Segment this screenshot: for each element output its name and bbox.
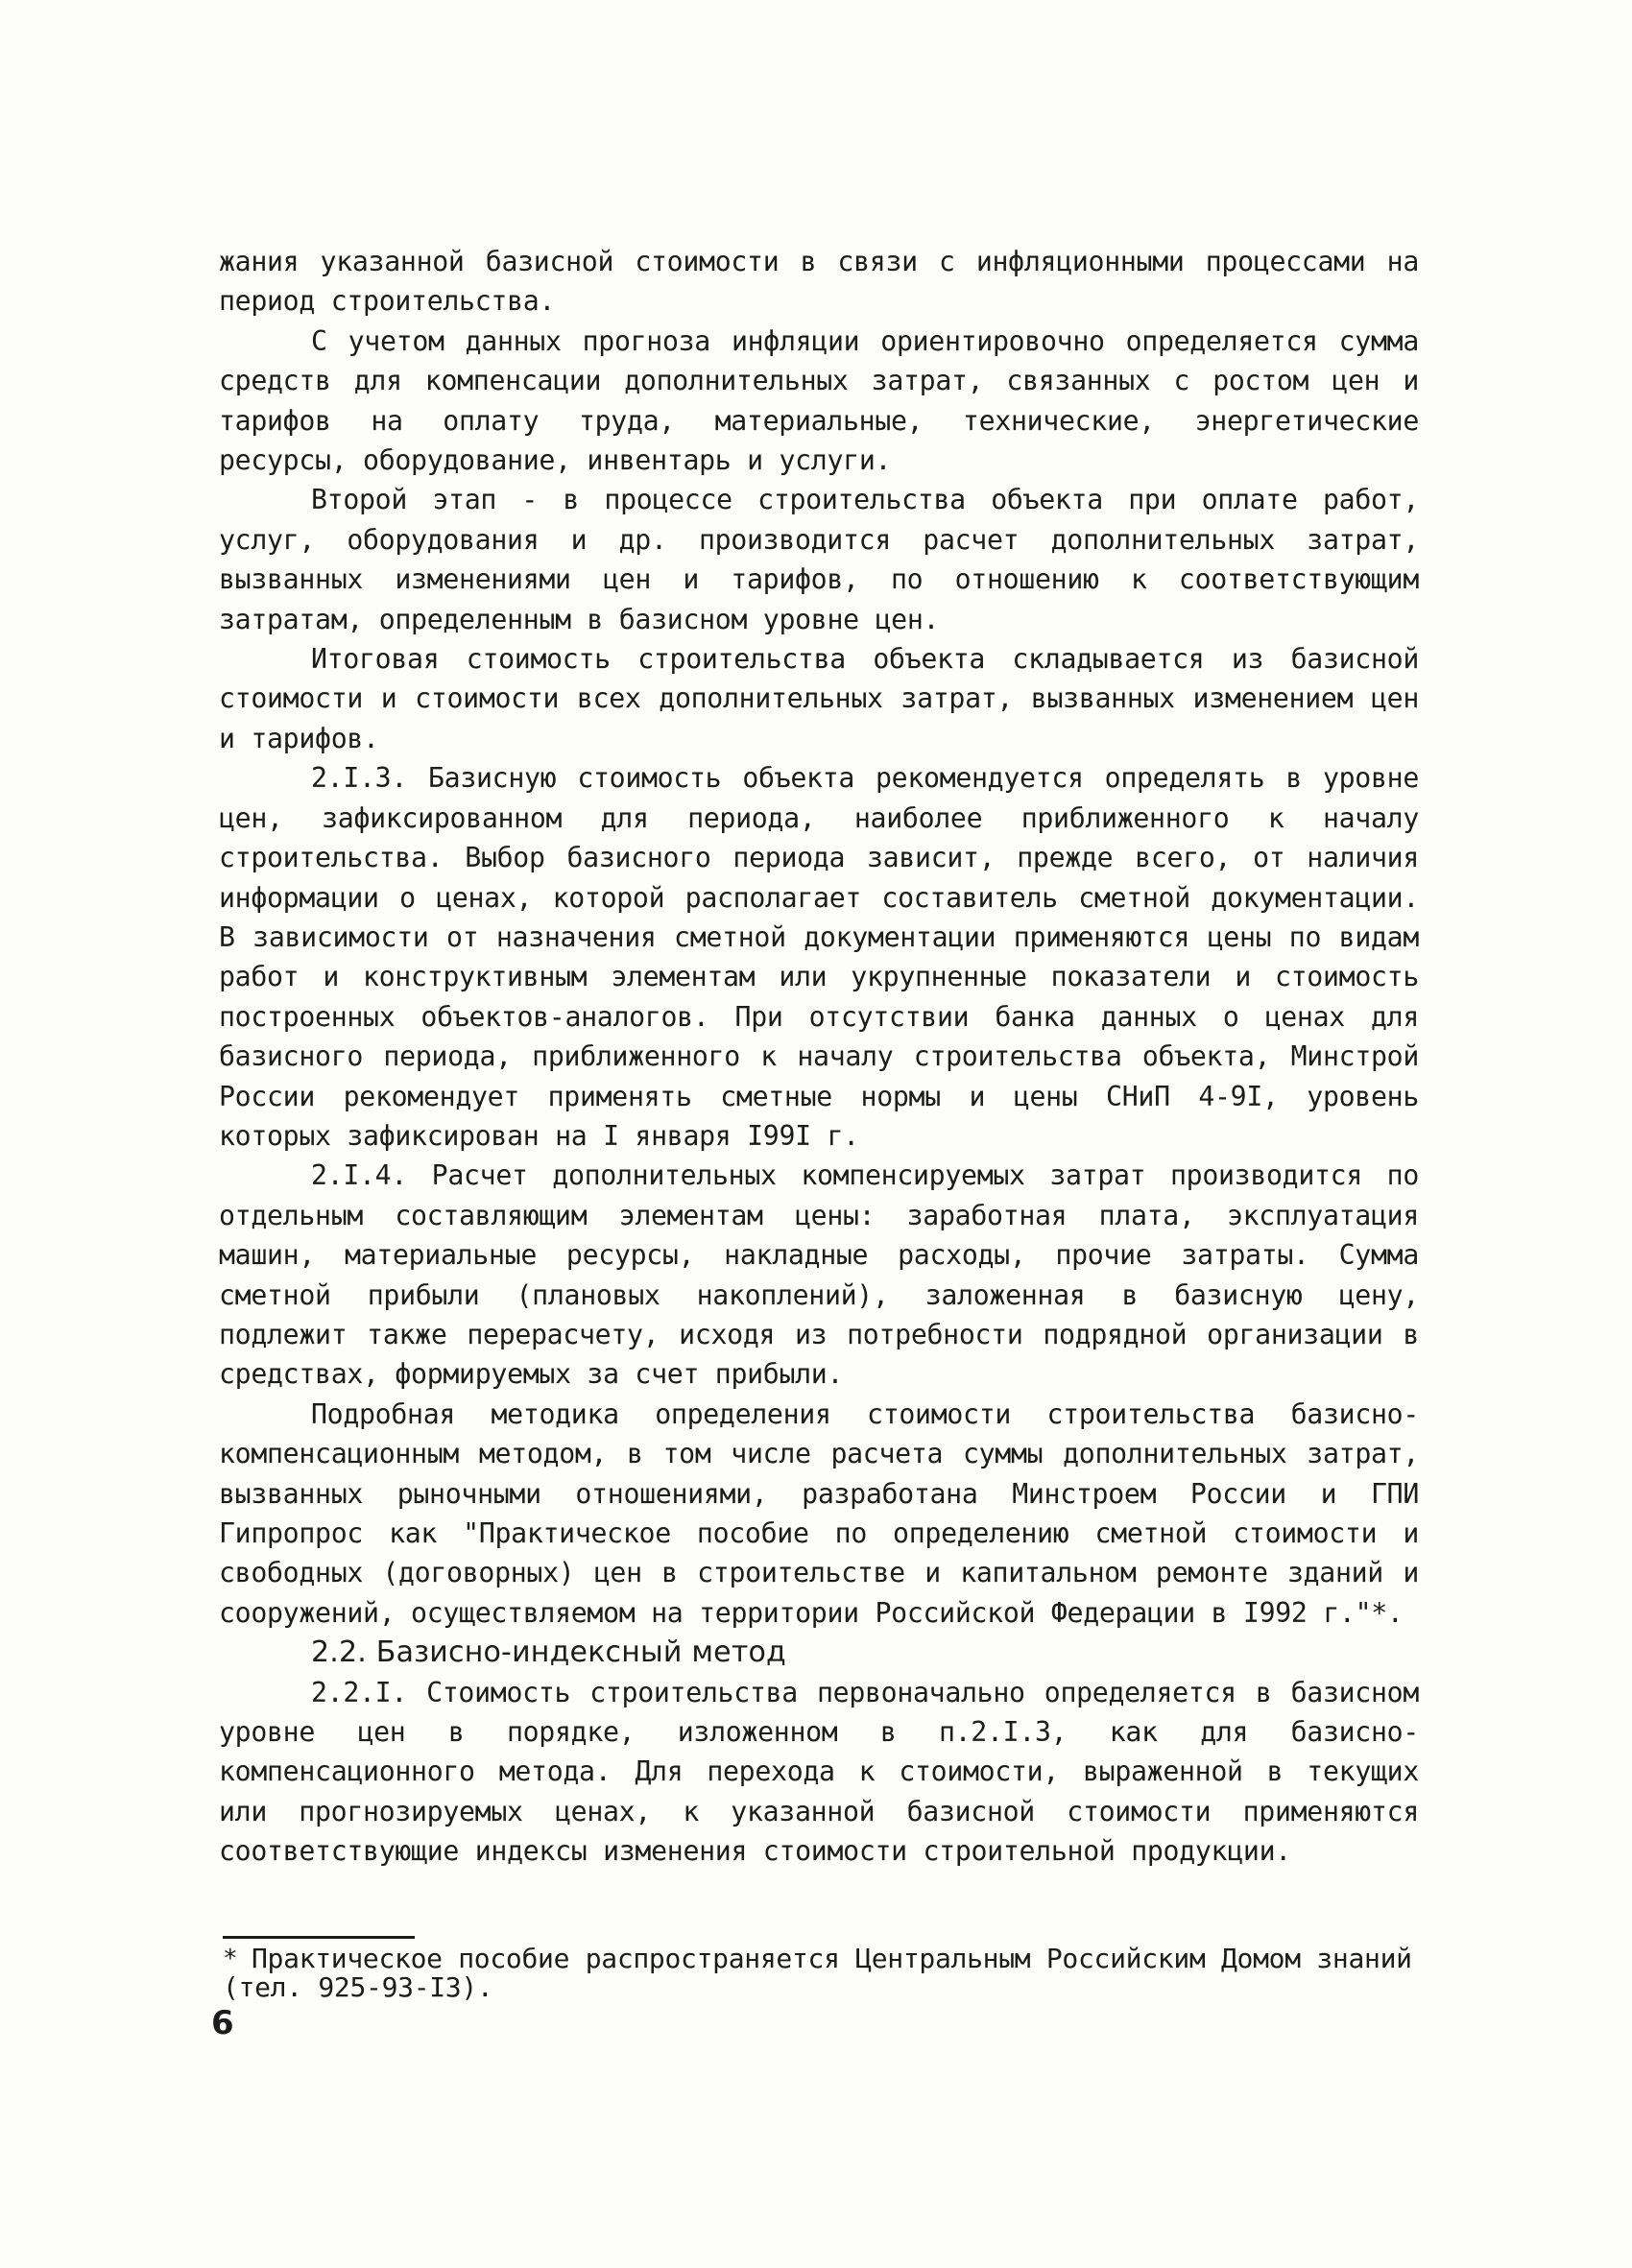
paragraph-2-1-4: 2.I.4. Расчет дополнительных компенсируемых затрат производится по отдельным составляющим элементам цены: заработная плата, эксплуатация машин, материальные ресурсы, накладные расходы, прочие затраты. Сумма сметной прибыли (плановых накоплений), заложенная в базисную цену, подлежит также перерасчету, исходя из потребности подрядной организации в средствах, формируемых за счет прибыли.: [219, 1159, 1419, 1391]
paragraph-2-1-3: 2.I.3. Базисную стоимость объекта рекомендуется определять в уровне цен, зафиксированном для периода, наиболее приближенного к началу строительства. Выбор базисного периода зависит, прежде всего, от наличия информации о ценах, которой располагает составитель сметной документации. В зависимости от назначения сметной документации применяются цены по видам работ и конструктивным элементам или укрупненные показатели и стоимость построенных объектов-аналогов. При отсутствии банка данных о ценах для базисного периода, приближенного к началу строительства объекта, Минстрой России рекомендует применять сметные нормы и цены СНиП 4-9I, уровень которых зафиксирован на I января I99I г.: [219, 762, 1419, 1152]
paragraph-total-cost: Итоговая стоимость строительства объекта складывается из базисной стоимости и стоимости всех дополнительных затрат, вызванных изменением цен и тарифов.: [219, 643, 1419, 754]
body-text: [219, 242, 1419, 1872]
footnote: [223, 1945, 1419, 2002]
paragraph-continuation: жания указанной базисной стоимости в связи с инфляционными процессами на период строительства.: [219, 246, 1419, 318]
paragraph-2-2-1: 2.2.I. Стоимость строительства первоначально определяется в базисном уровне цен в порядке, изложенном в п.2.I.3, как для базисно-компенсационного метода. Для перехода к стоимости, выраженной в текущих или прогнозируемых ценах, к указанной базисной стоимости применяются соответствующие индексы изменения стоимости строительной продукции.: [219, 1676, 1419, 1868]
page-number: 6: [211, 2004, 234, 2042]
footnote-divider: [223, 1936, 415, 1939]
footnote-mark: *: [223, 1945, 238, 1973]
paragraph-inflation-forecast: С учетом данных прогноза инфляции ориентировочно определяется сумма средств для компенсации дополнительных затрат, связанных с ростом цен и тарифов на оплату труда, материальные, технические, энергетические ресурсы, оборудование, инвентарь и услуги.: [219, 324, 1419, 477]
section-heading-2-2: 2.2. Базисно-индексный метод: [311, 1635, 787, 1670]
footnote-text: Практическое пособие распространяется Центральным Российским Домом знаний (тел. 925-93-I3).: [223, 1943, 1412, 2003]
paragraph-methodology: Подробная методика определения стоимости строительства базисно-компенсационным методом, в том числе расчета суммы дополнительных затрат, вызванных рыночными отношениями, разработана Минстроем России и ГПИ Гипропрос как "Практическое пособие по определению сметной стоимости и свободных (договорных) цен в строительстве и капитальном ремонте зданий и сооружений, осуществляемом на территории Российской Федерации в I992 г."*.: [219, 1397, 1419, 1629]
paragraph-second-stage: Второй этап - в процессе строительства объекта при оплате работ, услуг, оборудования и др. производится расчет дополнительных затрат, вызванных изменениями цен и тарифов, по отношению к соответствующим затратам, определенным в базисном уровне цен.: [219, 484, 1419, 635]
